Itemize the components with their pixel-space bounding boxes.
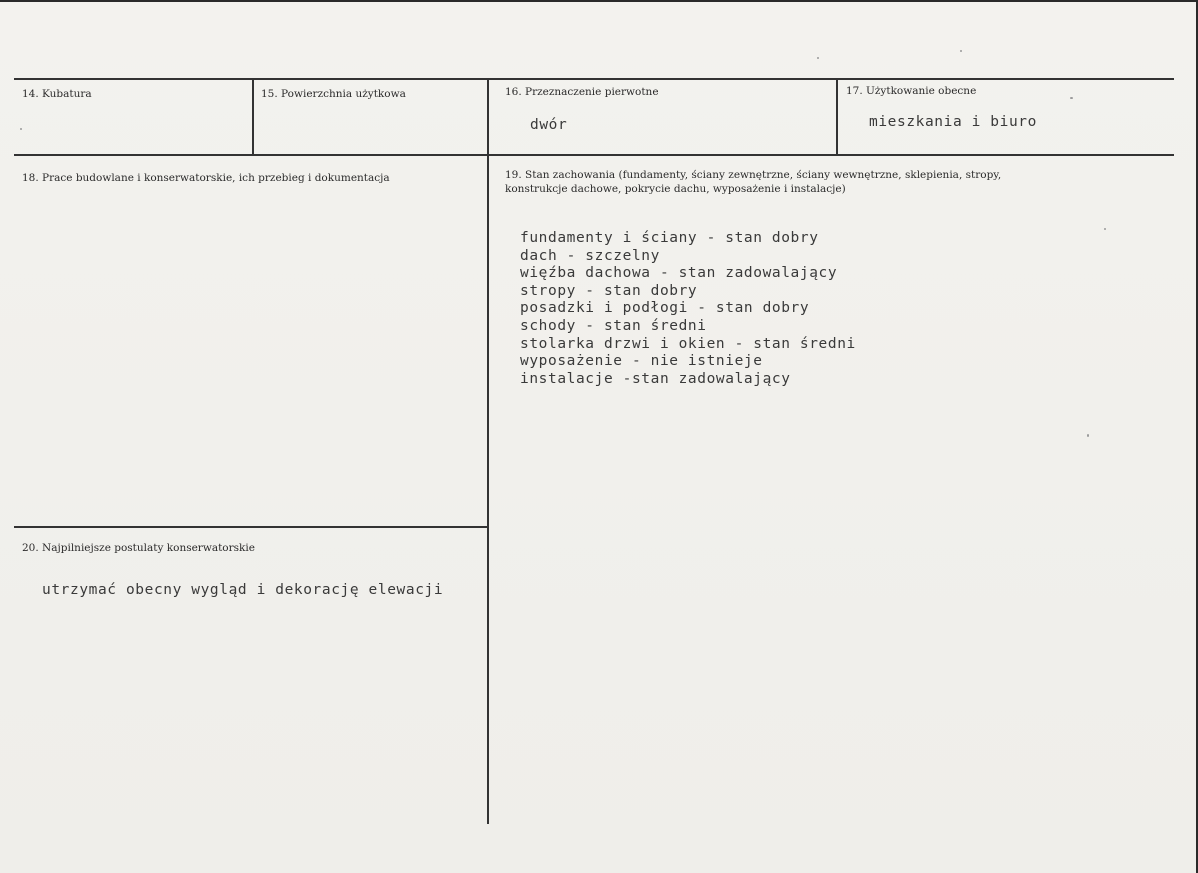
condition-item: schody - stan średni — [520, 317, 707, 334]
row1-top-rule — [14, 78, 1174, 80]
main-divider — [487, 79, 489, 824]
condition-item: fundamenty i ściany - stan dobry — [520, 230, 819, 246]
scan-speck — [1104, 228, 1106, 230]
row1-bottom-rule — [14, 154, 1174, 156]
scan-speck — [817, 57, 819, 59]
condition-item: więźba dachowa - stan zadowalający — [520, 265, 838, 282]
condition-item: posadzki i podłogi - stan dobry — [520, 300, 810, 317]
field-15-label: 15. Powierzchnia użytkowa — [261, 88, 406, 100]
field-20-value: utrzymać obecny wygląd i dekorację elewacji — [42, 582, 444, 598]
scan-speck — [960, 50, 962, 52]
condition-item: wyposażenie - nie istnieje — [520, 353, 763, 370]
condition-item: instalacje -stan zadowalający — [520, 370, 791, 387]
field-14-label: 14. Kubatura — [22, 88, 92, 100]
condition-item: stolarka drzwi i okien - stan średni — [520, 335, 856, 352]
row1-divider-1 — [252, 79, 254, 155]
condition-item: dach - szczelny — [520, 247, 660, 264]
condition-item: stropy - stan dobry — [520, 282, 698, 299]
row1-divider-3 — [836, 79, 838, 155]
scan-speck — [1070, 97, 1073, 99]
field-19-label-line2: konstrukcje dachowe, pokrycie dachu, wyposażenie i instalacje) — [505, 183, 846, 195]
field-16-label: 16. Przeznaczenie pierwotne — [505, 86, 659, 98]
scan-speck — [1087, 434, 1089, 437]
field-16-value: dwór — [530, 117, 568, 133]
field-19-label-line1: 19. Stan zachowania (fundamenty, ściany zewnętrzne, ściany wewnętrzne, sklepienia, stropy, — [505, 169, 1002, 181]
field-17-value: mieszkania i biuro — [869, 114, 1037, 130]
field-18-label: 18. Prace budowlane i konserwatorskie, ich przebieg i dokumentacja — [22, 172, 390, 184]
scan-speck — [20, 128, 22, 130]
field-17-label: 17. Użytkowanie obecne — [846, 85, 977, 97]
field20-top-rule — [14, 526, 488, 528]
condition-list — [520, 230, 856, 388]
page-top-border — [0, 0, 1198, 2]
field-20-label: 20. Najpilniejsze postulaty konserwatorskie — [22, 542, 255, 554]
